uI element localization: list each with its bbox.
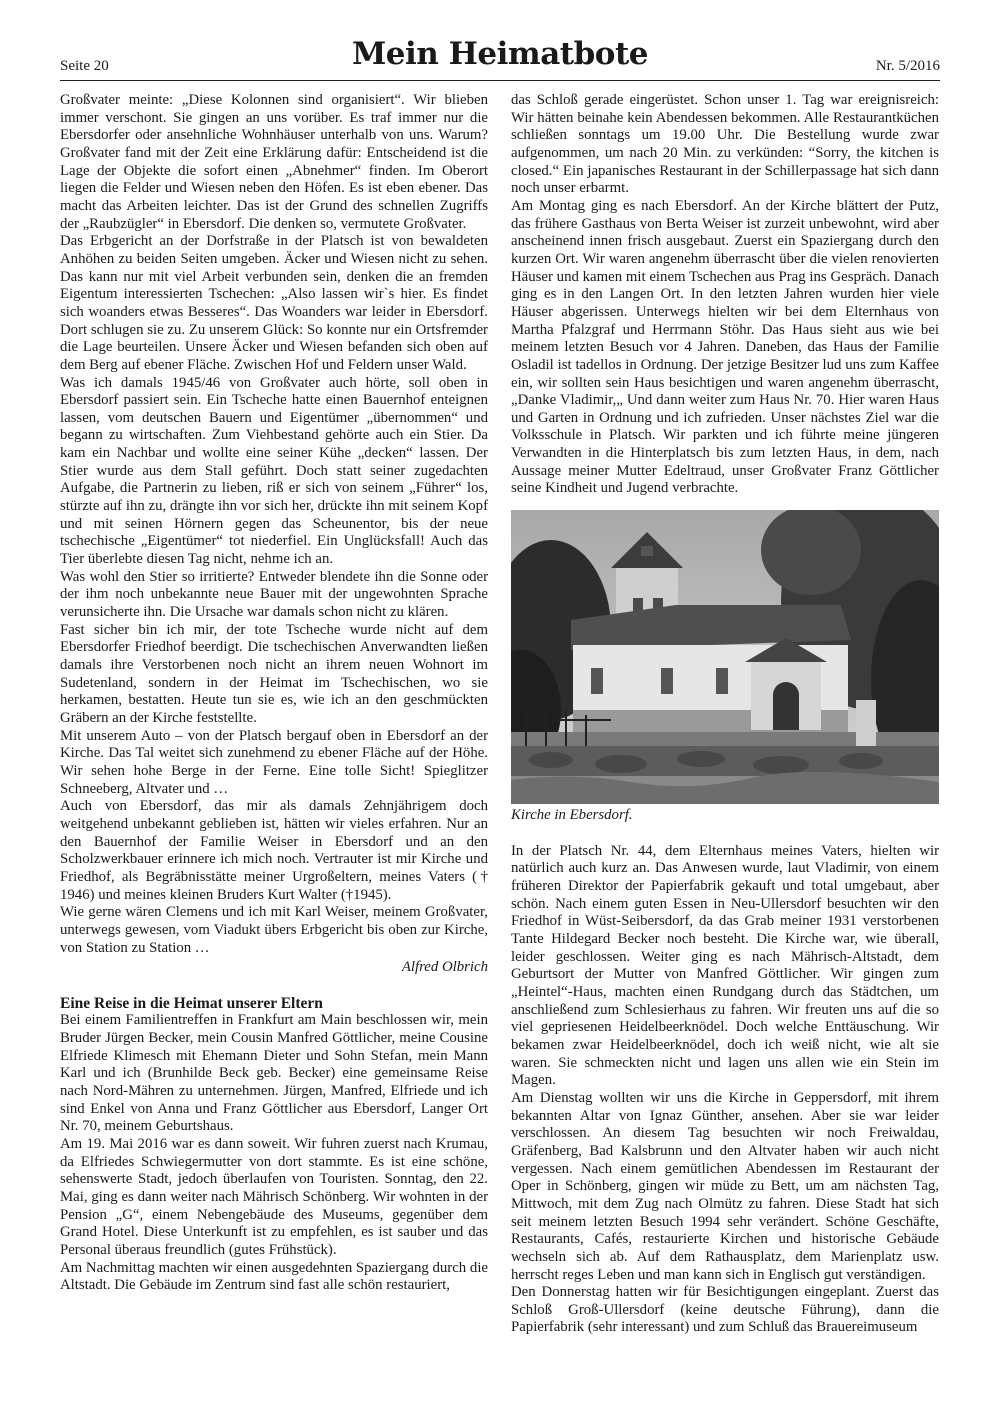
paragraph: Was ich damals 1945/46 von Großvater auch hörte, soll oben in Ebersdorf passiert sein. Ein Tscheche hatte einen Bauernhof enteignen lassen, vom deutschen Bauern und Eigentümer „übernommen“ und begann zu wirtschaften. Zum Viehbestand gehörte auch ein Stier. Da kam ein Nachbar und wollte eine seiner Kühe „decken“ lassen. Der Stier wurde aus dem Stall geführt. Doch statt seiner zugedachten Aufgabe, die Partnerin zu lieben, riß er sich von seinem „Führer“ los, stürzte auf ihn zu, drängte ihn vor sich her, drückte ihn mit seinem Kopf und mit seinen Hörnern gegen das Scheunentor, bis der neue tschechische „Eigentümer“ tot niederfiel. Ein Unglücksfall! Auch das Tier überlebte diesen Tag nicht, nehme ich an. xyxy=(60,374,488,568)
article-olbrich xyxy=(60,92,488,977)
paragraph: Bei einem Familientreffen in Frankfurt am Main beschlossen wir, mein Bruder Jürgen Becker, mein Cousin Manfred Göttlicher, meine Cousine Elfriede Klimesch mit Ehemann Dieter und Sohn Stefan, mein Mann Karl und ich (Brunhilde Beck geb. Becker) eine gemeinsame Reise nach Nord-Mähren zu unternehmen. Jürgen, Manfred, Elfriede und ich sind Enkel von Anna und Franz Göttlicher aus Ebersdorf, Langer Ort Nr. 70, meinem Geburtshaus. xyxy=(60,1012,488,1135)
issue-number: Nr. 5/2016 xyxy=(875,58,940,74)
paragraph: In der Platsch Nr. 44, dem Elternhaus meines Vaters, hielten wir natürlich auch kurz an. Das Anwesen wurde, laut Vladimir, von einem früheren Direktor der Papierfabrik gekauft und total umgebaut, aber schön. Nach einem guten Essen in Neu-Ullersdorf besuchten wir den Friedhof in Wüst-Seibersdorf, da das Grab meiner 1931 verstorbenen Tante Hildegard Becker noch besteht. Die Kirche war, wie überall, leider geschlossen. Weiter ging es nach Mährisch-Altstadt, dem Geburtsort der Mutter von Manfred Göttlicher. Wir gingen zum „Heintel“-Haus, machten einen Rundgang durch das Städtchen, um anschließend zum Schlesierhaus zu fahren. Wir freuten uns auf die so viel gepriesenen Heidelbeerknödel. Doch welche Enttäuschung. Wir bekamen zwar Heidelbeerknödel, doch ich weiß nicht, wie alt sie waren. Sie schmeckten nicht und lagen uns allen wie ein Stein im Magen. xyxy=(511,842,939,1089)
paragraph: Am 19. Mai 2016 war es dann soweit. Wir fuhren zuerst nach Krumau, da Elfriedes Schwiegermutter von dort stammte. Es ist eine schöne, sehenswerte Stadt, jedoch überlaufen von Touristen. Sonntag, den 22. Mai, ging es dann weiter nach Mährisch Schönberg. Wir wohnten in der Pension „G“, einem Nebengebäude des Museums, gegenüber dem Grand Hotel. Diese Unterkunft ist zu empfehlen, es ist sauber und das Personal überaus freundlich (gutes Frühstück). xyxy=(60,1136,488,1258)
church-photo-figure xyxy=(511,510,939,825)
author-signature: Alfred Olbrich xyxy=(401,959,488,976)
paragraph: Das Erbgericht an der Dorfstraße in der Platsch ist von bewaldeten Anhöhen zu beiden Seiten umgeben. Äcker und Wiesen nicht zu sehen. Das kann nur mit viel Arbeit verbunden sein, denken die an fremden Eigentum interessierten Tschechen: „Also lassen wir`s hier. Es findet sich woanders etwas Besseres“. Das Woanders war leider in Ebersdorf. Dort schlugen sie zu. Zu unserem Glück: So konnte nur ein Ortsfremder die Lage beurteilen. Unsere Äcker und Wiesen befanden sich oben auf dem Berg auf ebener Fläche. Zwischen Hof und Feldern unser Wald. xyxy=(60,233,488,373)
article-title: Eine Reise in die Heimat unserer Eltern xyxy=(60,994,323,1012)
page-header xyxy=(60,32,940,82)
paragraph: Auch von Ebersdorf, das mir als damals Zehnjährigem doch weitgehend unbekannt geblieben ist, hätten wir vieles erfahren. Nur an den Bauernhof der Familie Weiser in Ebersdorf und an den Scholzwerkbauer erinnere ich mich noch. Vertrauter ist mir Kirche und Friedhof, als Begräbnisstätte meiner Urgroßeltern, meines Vaters († 1946) und meines kleinen Bruders Kurt Walter (†1945). xyxy=(60,798,488,903)
paragraph: Am Nachmittag machten wir einen ausgedehnten Spaziergang durch die Altstadt. Die Gebäude im Zentrum sind fast alle schön restauriert, xyxy=(60,1259,488,1294)
paragraph: Großvater meinte: „Diese Kolonnen sind organisiert“. Wir blieben immer verschont. Sie gingen an uns vorüber. Es traf immer nur die Ebersdorfer oder ansehnliche Wohnhäuser unterhalb von uns. Warum? Großvater fand mit der Zeit eine Erklärung dafür: Entscheidend ist die Lage der Objekte die sofort einen „Abnehmer“ finden. Im Oberort liegen die Felder und Wiesen neben den Höfen. Es ist eben ebener. Das macht das Arbeiten leichter. Das ist der Grund des schnellen Zugriffs der „Raubzügler“ in Ebersdorf. Die denken so, vermutete Großvater. xyxy=(60,92,488,232)
left-column xyxy=(60,92,488,1295)
photo-caption: Kirche in Ebersdorf. xyxy=(511,807,633,824)
spacer xyxy=(511,825,939,843)
paragraph: Fast sicher bin ich mir, der tote Tscheche wurde nicht auf dem Ebersdorfer Friedhof beerdigt. Die tschechischen Anverwandten ließen damals ihre Verstorbenen noch nicht an ihrem neuen Wohnort im Sudetenland, sondern in der Heimat im Tschechischen, wo sie herkamen, bestatten. Heute tun sie es, wie ich an den geschmückten Gräbern an der Kirche feststellte. xyxy=(60,621,488,726)
header-rule xyxy=(60,80,940,81)
paragraph: Mit unserem Auto – von der Platsch bergauf oben in Ebersdorf an der Kirche. Das Tal weitet sich zunehmend zu ebener Fläche auf der Höhe. Wir sehen hohe Berge in der Ferne. Eine tolle Sicht! Spieglitzer Schneeberg, Altvater und … xyxy=(60,727,488,797)
article-reise xyxy=(60,995,488,1295)
church-photo xyxy=(511,510,939,804)
paragraph: Wie gerne wären Clemens und ich mit Karl Weiser, meinem Großvater, unterwegs gewesen, vom Viadukt übers Erbgericht bis oben zur Kirche, von Station zu Station … xyxy=(60,904,488,956)
right-column xyxy=(511,92,939,1337)
paragraph: Was wohl den Stier so irritierte? Entweder blendete ihn die Sonne oder der ihm noch unbekannte neue Bauer mit der ungewohnten Sprache verunsicherte ihn. Die Ursache war damals schon nicht zu klären. xyxy=(60,568,488,621)
paragraph: Am Montag ging es nach Ebersdorf. An der Kirche blättert der Putz, das frühere Gasthaus von Berta Weiser ist zurzeit unbewohnt, wird aber anscheinend innen frisch ausgebaut. Zuerst ein Spaziergang durch den kurzen Ort. Wir waren angenehm überrascht über die vielen renovierten Häuser und kamen mit einem Tschechen aus Prag ins Gespräch. Danach ging es in den Langen Ort. In den letzten Jahren wurden hier viele Häuser abgerissen. Unterwegs hielten wir bei dem Elternhaus von Martha Pfalzgraf und Herrmann Stöhr. Das Haus sieht aus wie bei meinem letzten Besuch vor 4 Jahren. Daneben, das Haus der Familie Osladil ist tadellos in Ordnung. Der jetzige Besitzer lud uns zum Kaffee ein, wir sollten sein Haus besichtigen und waren angenehm überrascht, „Danke Vladimir,„ Und dann weiter zum Haus Nr. 70. Hier waren Haus und Garten in Ordnung und ich zufrieden. Unser nächstes Ziel war die Volksschule in Platsch. Wir parkten und ich führte meine jüngeren Verwandten in die Hinterplatsch bis zum letzten Haus, in dem, nach Aussage meiner Mutter Edeltraud, unser Großvater Franz Göttlicher seine Kindheit und Jugend verbrachte. xyxy=(511,197,939,497)
paragraph: Am Dienstag wollten wir uns die Kirche in Geppersdorf, mit ihrem bekannten Altar von Ignaz Günther, ansehen. Aber sie war leider verschlossen. An diesem Tag besuchten wir noch Freiwaldau, Gräfenberg, Bad Kalsbrunn und den Altvater haben wir auch nicht vergessen. Nach einem gemütlichen Abendessen im Restaurant der Oper in Schönberg, gingen wir müde zu Bett, um am nächsten Tag, Mittwoch, mit dem Zug nach Olmütz zu fahren. Diese Stadt hat sich seit meinem letzten Besuch 1994 sehr verändert. Schöne Geschäfte, Restaurants, Cafés, restaurierte Kirchen und historische Gebäude wechseln sich ab. Auf dem Rathausplatz, dem Marienplatz usw. herrscht reges Leben und man kann sich in Englisch gut verständigen. xyxy=(511,1089,939,1283)
masthead-logo: Mein Heimatbote xyxy=(351,36,649,72)
page-number: Seite 20 xyxy=(60,58,109,74)
paragraph: das Schloß gerade eingerüstet. Schon unser 1. Tag war ereignisreich: Wir hätten beinahe kein Abendessen bekommen. Alle Restaurantküchen schließen sonntags um 19.00 Uhr. Die Bestellung wurde zwar aufgenommen, um nach 20 Min. zu verkünden: “Sorry, the kitchen is closed.“ Ein japanisches Restaurant in der Schillerpassage hat sich dann noch unser erbarmt. xyxy=(511,92,939,197)
paragraph: Den Donnerstag hatten wir für Besichtigungen eingeplant. Zuerst das Schloß Groß-Ullersdorf (keine deutsche Führung), dann die Papierfabrik (sehr interessant) und zum Schluß das Brauereimuseum xyxy=(511,1284,939,1336)
